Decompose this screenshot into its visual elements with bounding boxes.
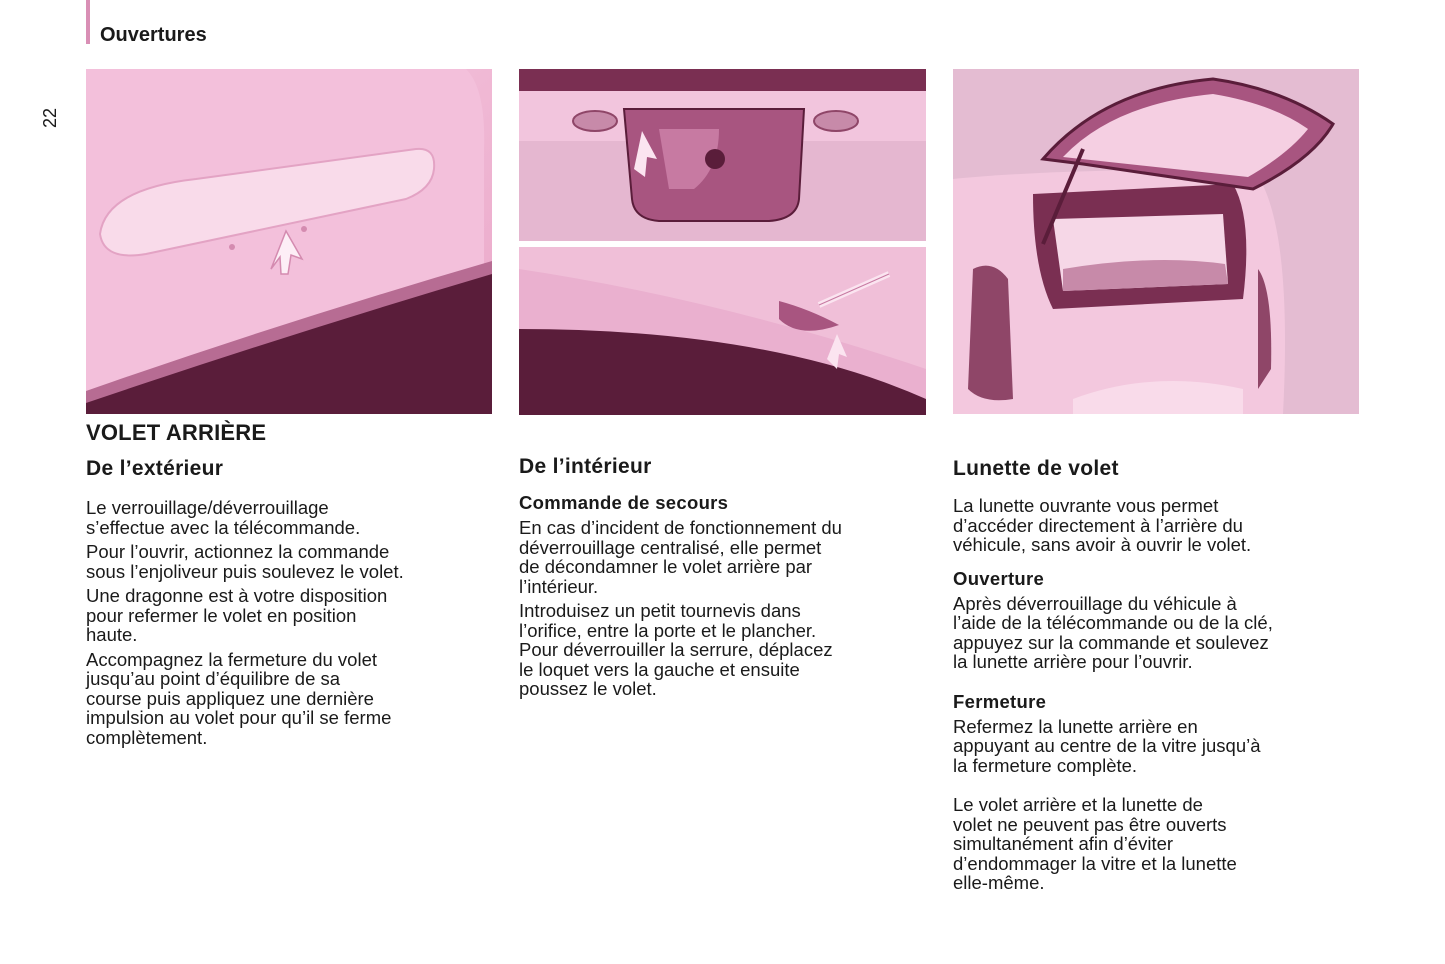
- paragraph: Introduisez un petit tournevis dans l’orifice, entre la porte et le plancher. Pour déverrouiller la serrure, déplacez le loquet vers la gauche et ensuite poussez le volet.: [519, 600, 833, 699]
- section-title: Ouvertures: [100, 24, 207, 46]
- paragraph: Le verrouillage/déverrouillage s’effectue avec la télécommande.: [86, 497, 361, 538]
- main-heading: VOLET ARRIÈRE: [86, 420, 267, 445]
- header-accent-bar: [86, 0, 90, 44]
- subheading-exterior: De l’extérieur: [86, 457, 224, 480]
- illustration-rear-window: [953, 69, 1359, 414]
- minor-heading-closing: Fermeture: [953, 690, 1047, 712]
- note-paragraph: Le volet arrière et la lunette de volet ne peuvent pas être ouverts simultanément afin d’éviter d’endommager la vitre et la lunette elle-même.: [953, 794, 1237, 893]
- illustration-interior-release: [519, 69, 926, 415]
- column-interior: [519, 455, 934, 699]
- paragraph: Refermez la lunette arrière en appuyant au centre de la vitre jusqu’à la fermeture complète.: [953, 715, 1261, 776]
- paragraph: Après déverrouillage du véhicule à l’aide de la télécommande ou de la clé, appuyez sur la commande et soulevez la lunette arrière pour l’ouvrir.: [953, 592, 1273, 672]
- subheading-interior: De l’intérieur: [519, 455, 652, 478]
- column-exterior: [86, 420, 496, 747]
- page-number: 22: [40, 107, 60, 128]
- paragraph: Une dragonne est à votre disposition pour refermer le volet en position haute.: [86, 585, 388, 645]
- paragraph: Pour l’ouvrir, actionnez la commande sous l’enjoliveur puis soulevez le volet.: [86, 541, 404, 582]
- subheading-rear-window: Lunette de volet: [953, 457, 1119, 480]
- minor-heading-opening: Ouverture: [953, 567, 1045, 589]
- column-rear-window: [953, 457, 1373, 893]
- paragraph: En cas d’incident de fonctionnement du déverrouillage centralisé, elle permet de décondamner le volet arrière par l’intérieur.: [519, 517, 842, 597]
- paragraph: La lunette ouvrante vous permet d’accéder directement à l’arrière du véhicule, sans avoir à ouvrir le volet.: [953, 495, 1252, 555]
- illustration-exterior-handle: [86, 69, 492, 414]
- paragraph: Accompagnez la fermeture du volet jusqu’au point d’équilibre de sa course puis appliquez une dernière impulsion au volet pour qu’il se ferme complètement.: [86, 648, 392, 748]
- minor-heading-emergency: Commande de secours: [519, 492, 729, 513]
